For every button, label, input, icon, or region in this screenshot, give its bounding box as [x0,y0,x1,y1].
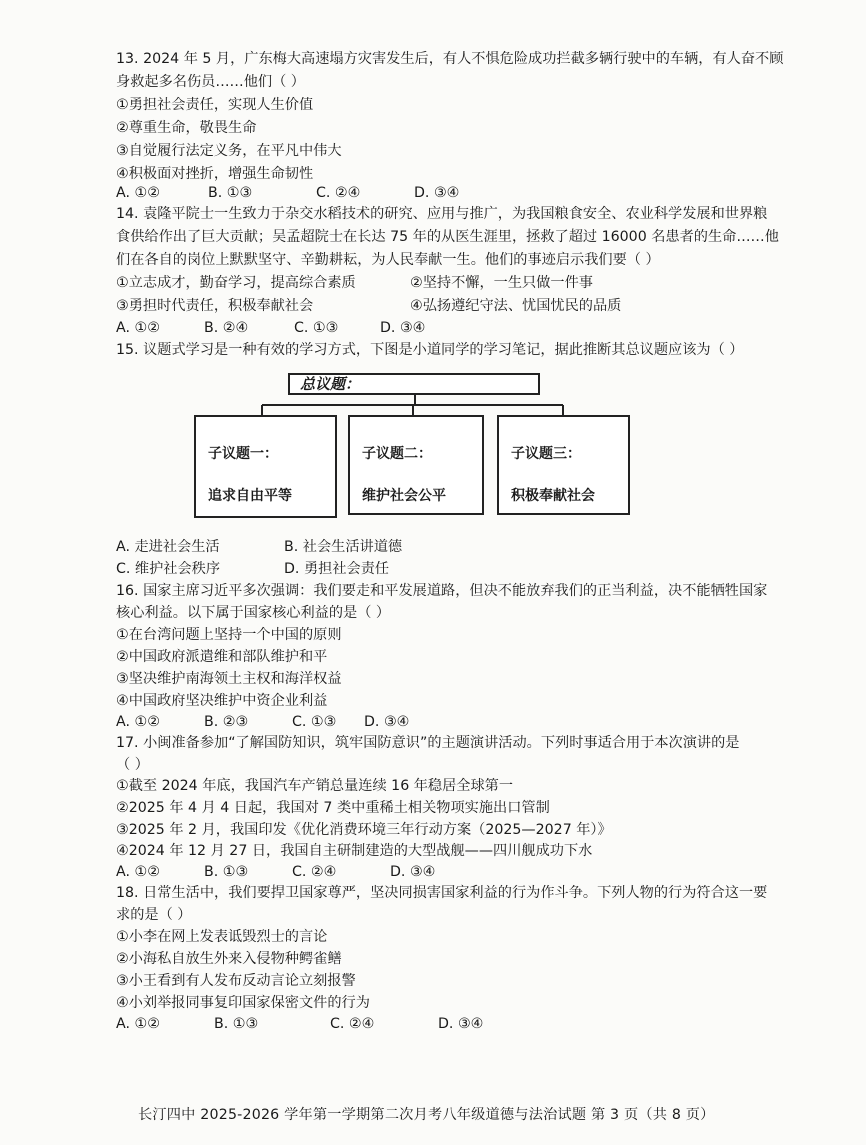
q13-option-c[interactable]: C. ②④ [316,185,361,201]
q18-option-c[interactable]: C. ②④ [330,1016,375,1032]
sub-issue-3-text: 积极奉献社会 [511,488,595,504]
q14-stem-line-1: 14. 袁隆平院士一生致力于杂交水稻技术的研究、应用与推广，为我国粮食安全、农业科学发展和世界粮 [116,206,768,222]
q14-option-a[interactable]: A. ①② [116,320,160,336]
q13-stem-line-1: 13. 2024 年 5 月，广东梅大高速塌方灾害发生后，有人不惧危险成功拦截多辆行驶中的车辆，有人奋不顾 [116,51,784,67]
q17-item-1: ①截至 2024 年底，我国汽车产销总量连续 16 年稳居全球第一 [116,778,514,794]
q18-options [116,1014,483,1034]
q18-option-d[interactable]: D. ③④ [438,1016,484,1032]
q14-option-b[interactable]: B. ②④ [204,320,249,336]
q18-item-1: ①小李在网上发表诋毁烈士的言论 [116,929,328,945]
q16-options [116,712,409,732]
q16-option-c[interactable]: C. ①③ [292,714,337,730]
q16-option-d[interactable]: D. ③④ [364,714,410,730]
q14-item-3: ③勇担时代责任，积极奉献社会 [116,298,314,314]
q13-item-4: ④积极面对挫折，增强生命韧性 [116,166,314,182]
sub-issue-box-2 [348,415,484,515]
q16-stem-line-2: 核心利益。以下属于国家核心利益的是（ ） [116,605,391,621]
main-issue-label: 总议题： [300,375,361,393]
q14-stem-line-2: 食供给作出了巨大贡献；吴孟超院士在长达 75 年的从医生涯里，拯救了超过 16000 名患者的生命……他 [116,229,779,245]
q15-option-a[interactable]: A. 走进社会生活 [116,539,220,555]
q14-stem-line-3: 们在各自的岗位上默默坚守、辛勤耕耘，为人民奉献一生。他们的事迹启示我们要（ ） [116,252,660,268]
q16-stem-line-1: 16. 国家主席习近平多次强调：我们要走和平发展道路，但决不能放弃我们的正当利益，决不能牺牲国家 [116,583,768,599]
q18-item-3: ③小王看到有人发布反动言论立刻报警 [116,973,356,989]
q17-option-d[interactable]: D. ③④ [390,864,436,880]
sub-issue-box-3 [497,415,630,515]
q14-option-c[interactable]: C. ①③ [294,320,339,336]
q13-option-d[interactable]: D. ③④ [414,185,460,201]
q15-option-c[interactable]: C. 维护社会秩序 [116,561,221,577]
q13-item-3: ③自觉履行法定义务，在平凡中伟大 [116,143,342,159]
q14-item-2: ②坚持不懈，一生只做一件事 [410,275,593,291]
main-issue-box [288,373,540,395]
q18-stem-line-2: 求的是（ ） [116,907,192,923]
q17-item-3: ③2025 年 2 月，我国印发《优化消费环境三年行动方案（2025—2027 年）》 [116,822,612,838]
q18-option-a[interactable]: A. ①② [116,1016,160,1032]
q17-option-b[interactable]: B. ①③ [204,864,249,880]
q16-item-1: ①在台湾问题上坚持一个中国的原则 [116,627,342,643]
q14-item-4: ④弘扬遵纪守法、忧国忧民的品质 [410,298,622,314]
q18-item-4: ④小刘举报同事复印国家保密文件的行为 [116,995,370,1011]
q16-item-2: ②中国政府派遣维和部队维护和平 [116,649,328,665]
q13-option-b[interactable]: B. ①③ [208,185,253,201]
q18-option-b[interactable]: B. ①③ [214,1016,259,1032]
sub-issue-1-text: 追求自由平等 [208,488,292,504]
sub-issue-1-heading: 子议题一： [208,446,278,462]
page-footer: 长汀四中 2025-2026 学年第一学期第二次月考八年级道德与法治试题 第 3 页（共 8 页） [138,1107,715,1123]
q14-option-d[interactable]: D. ③④ [380,320,426,336]
q17-options [116,862,435,882]
q18-item-2: ②小海私自放生外来入侵物种鳄雀鳝 [116,951,342,967]
sub-issue-2-text: 维护社会公平 [362,488,446,504]
q15-option-d[interactable]: D. 勇担社会责任 [284,561,390,577]
sub-issue-2-heading: 子议题二： [362,446,432,462]
q16-item-3: ③坚决维护南海领土主权和海洋权益 [116,671,342,687]
q13-option-a[interactable]: A. ①② [116,185,160,201]
q15-options-row-2 [116,559,389,579]
q14-item-1: ①立志成才，勤奋学习，提高综合素质 [116,275,356,291]
q17-item-2: ②2025 年 4 月 4 日起，我国对 7 类中重稀土相关物项实施出口管制 [116,800,550,816]
q15-options-row-1 [116,537,402,557]
q16-option-a[interactable]: A. ①② [116,714,160,730]
sub-issue-box-1 [194,415,337,518]
q17-stem-line-1: 17. 小闽准备参加“了解国防知识，筑牢国防意识”的主题演讲活动。下列时事适合用于本次演讲的是 [116,735,740,751]
q17-option-c[interactable]: C. ②④ [292,864,337,880]
q18-stem-line-1: 18. 日常生活中，我们要捍卫国家尊严，坚决同损害国家利益的行为作斗争。下列人物的行为符合这一要 [116,885,768,901]
q16-option-b[interactable]: B. ②③ [204,714,249,730]
q15-stem-line-1: 15. 议题式学习是一种有效的学习方式，下图是小道同学的学习笔记，据此推断其总议题应该为（ ） [116,342,744,358]
sub-issue-3-heading: 子议题三： [511,446,581,462]
q17-stem-line-2: （ ） [116,757,149,773]
q13-stem-line-2: 身救起多名伤员……他们（ ） [116,74,305,90]
q17-item-4: ④2024 年 12 月 27 日，我国自主研制建造的大型战舰——四川舰成功下水 [116,843,593,859]
q15-option-b[interactable]: B. 社会生活讲道德 [284,539,403,555]
q16-item-4: ④中国政府坚决维护中资企业利益 [116,693,328,709]
q17-option-a[interactable]: A. ①② [116,864,160,880]
q13-item-2: ②尊重生命，敬畏生命 [116,120,257,136]
q13-item-1: ①勇担社会责任，实现人生价值 [116,97,314,113]
